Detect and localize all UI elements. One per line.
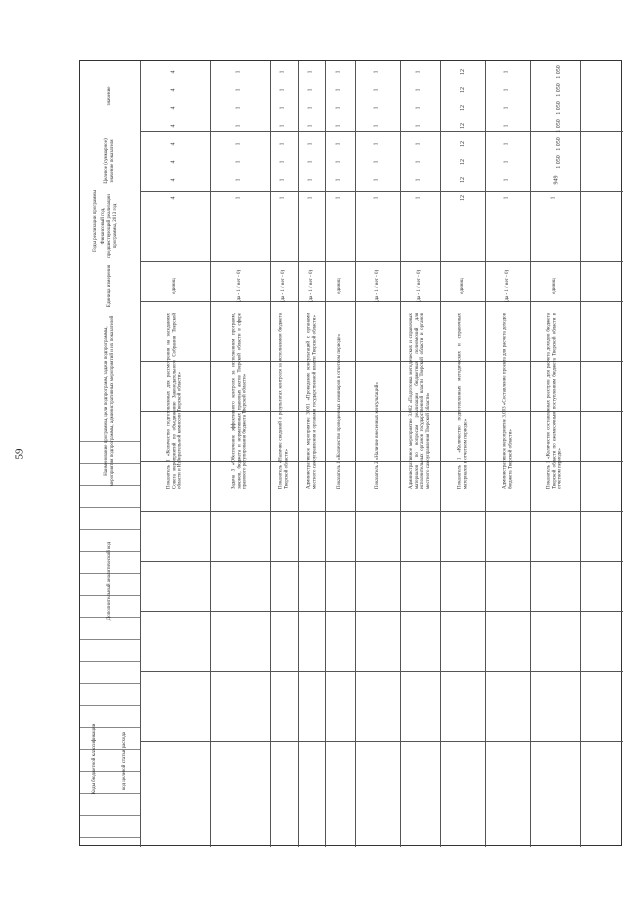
row-year-value: 12 [459,195,466,201]
row-year-value: 1 [335,196,342,200]
column-divider [140,741,623,742]
row-year-value: 1 [415,160,422,164]
header-years-group: Годы реализации программы [93,190,98,252]
row-year-value: 1 [503,142,509,146]
row-year-value: 1 [235,178,242,182]
column-divider [140,131,623,132]
row-unit: (да - 1 / нет - 0) [281,269,286,303]
header-name-column: Наименование программы, цели подпрограмм, задачи подпрограммы, мероприятия подпрограммы, административных мероприятий и их показателей [104,315,115,487]
column-divider [140,191,623,192]
row-name: Показатель 1 «Количество подготовленных для рассмотрения на заседаниях Совета мероприятий по объединению Законодательного Собрания Тверской области и Избирательной комиссии Тверской области» [166,313,183,489]
row-year-value: 1 [415,196,422,200]
row-year-value: 1 [503,124,509,128]
row-name: Показатель 1 «Количество подготовленных методических и справочных материалов в отчетном периоде» [456,313,468,489]
row-year-value: 4 [170,142,177,146]
row-year-value: 1 050 [555,119,562,133]
row-year-value: 1 050 [555,83,562,97]
column-divider [140,511,623,512]
row-year-value: 1 [503,178,509,182]
row-year-value: 1 [335,106,342,110]
row-year-value: 1 [415,124,422,128]
header-unit-column: Единица измерения [107,264,112,308]
row-year-value: 12 [459,141,466,147]
row-unit: единиц [337,278,342,294]
row-year-value: 1 050 [555,65,562,79]
column-divider [140,611,623,612]
page-number: 59 [13,448,26,460]
row-year-value: 1 [550,196,557,200]
row-year-value: 1 050 [555,155,562,169]
row-year-value: 1 [307,124,313,128]
row-year-value: 1 [335,88,342,92]
row-name: Административное мероприятие 3.003 «Составление проекта для расчета доходов бюджета Тверской области» [501,313,513,489]
header-budget-codes: Коды бюджетной классификации [92,723,97,795]
column-divider [140,561,623,562]
header-base-year-column: Финансовый год, предшествующий реализации программы, 2013 год [101,194,118,258]
row-name: Задача 3 «Обеспечение эффективного контроля за исполнением программ, законов, бюджета и нормативных правовых актов Тверской области в сфере правового регулирования бюджета Тверской области» [231,313,248,489]
row-year-value: 4 [170,160,177,164]
row-year-value: 1 [373,196,379,200]
row-name: Показатель 1 «Количество проведенных семинаров в отчетном периоде» [337,333,343,489]
row-year-value: 12 [459,123,466,129]
row-year-value: 1 [307,70,313,74]
row-year-value: 1 [307,142,313,146]
row-year-value: 1 [307,160,313,164]
row-year-value: 1 [415,178,422,182]
row-year-value: 1 [279,160,286,164]
row-unit: (да - 1 / нет - 0) [308,269,314,303]
row-year-value: 1 [307,178,313,182]
row-year-value: 4 [170,106,177,110]
row-year-value: 1 [335,142,342,146]
row-year-value: 12 [459,87,466,93]
header-additional-code: Дополнительный аналитический код [107,541,112,621]
row-year-value: 4 [170,178,177,182]
row-year-value: 1 [235,70,242,74]
row-year-value: 1 [373,160,379,164]
row-year-value: 4 [170,196,177,200]
row-year-value: 1 [415,88,422,92]
row-year-value: 1 [373,70,379,74]
row-year-value: 1 [235,124,242,128]
row-year-value: 4 [170,88,177,92]
row-divider [580,61,581,847]
row-year-value: 12 [459,69,466,75]
row-year-value: 1 [373,124,379,128]
row-name: Показатель 1 «Количество составленных реестров для расчета доходов бюджета Тверской области по ежемесячным поступлениям бюджета Тверской области в отчетном периоде» [546,313,563,489]
row-year-value: 1 [235,160,242,164]
row-year-value: 1 [307,196,313,200]
row-year-value: 1 [373,88,379,92]
row-year-value: 1 050 [555,101,562,115]
column-divider [140,671,623,672]
row-year-value: 1 [279,178,286,182]
row-unit: единиц [172,278,177,294]
row-year-value: 1 [415,142,422,146]
row-year-value: 1 [415,106,422,110]
row-year-value: 12 [459,177,466,183]
row-year-value: 1 [279,124,286,128]
row-year-value: 1 [235,142,242,146]
row-year-value: 4 [170,70,177,74]
row-year-value: 1 [373,178,379,182]
row-year-value: 1 [279,70,286,74]
row-unit: (да - 1 / нет - 0) [417,269,422,303]
row-year-value: 1 [415,70,422,74]
row-year-value: 1 [503,88,509,92]
row-unit: единиц [552,278,557,294]
row-year-value: 1 [373,106,379,110]
header-target-article-code: код целевой статьи расхода [122,732,127,790]
row-unit: (да - 1 / нет - 0) [237,269,242,303]
row-year-value: 1 [307,88,313,92]
row-year-value: 12 [459,105,466,111]
row-unit: (да - 1 / нет - 0) [504,269,510,303]
budget-program-table [79,60,622,846]
row-year-value: 949 [553,175,560,185]
row-year-value: 1 [335,160,342,164]
header-target-column: Целевое (суммарное) значение показателя [104,138,115,184]
row-name: Показатель 2 «Наличие внесенных консультаций» [374,382,380,489]
row-name: Показатель «Наличие сведений о результатах контроля за исполнением бюджета Тверской области» [278,313,289,489]
row-year-value: 1 [503,106,509,110]
row-year-value: 1 [235,106,242,110]
row-year-value: 1 [235,88,242,92]
row-unit: единиц [459,278,465,294]
row-year-value: 1 [373,142,379,146]
row-year-value: 1 [335,178,342,182]
row-year-value: 1 [279,142,286,146]
row-unit: (да - 1 / нет - 0) [374,269,380,303]
row-year-value: 1 [235,196,242,200]
row-name: Административное мероприятие 3.001 «Проведение консультаций с органами местного самоуправления и органами государственной власти Тверской области» [305,313,317,489]
row-year-value: 1 [307,106,313,110]
row-year-value: 1 [503,160,509,164]
row-year-value: 1 [335,124,342,128]
row-year-value: 1 [279,196,286,200]
row-year-value: 1 [503,70,509,74]
row-year-value: 12 [459,159,466,165]
row-year-value: 1 [335,70,342,74]
row-year-value: 1 [279,88,286,92]
row-year-value: 1 050 [555,137,562,151]
row-name: Административное мероприятие 3.002 «Подготовка методических и справочных материалов по вопросам реализации бюджетных полномочий для исполнительных органов государственной власти Тверской области и органов местного самоуправления Тверской области» [408,313,431,489]
row-year-value: 4 [170,124,177,128]
row-year-value: 1 [279,106,286,110]
header-target-value: значение [107,86,112,106]
row-year-value: 1 [503,196,509,200]
